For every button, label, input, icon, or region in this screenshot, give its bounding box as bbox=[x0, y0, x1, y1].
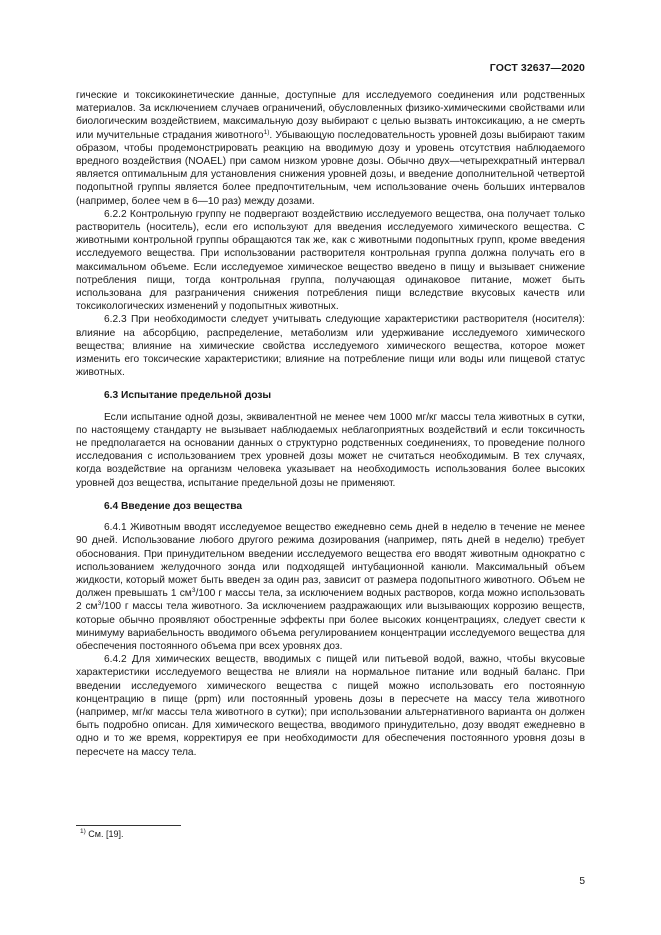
paragraph-6-2-2: 6.2.2 Контрольную группу не подвергают воздействию исследуемого вещества, она получает только растворитель (носитель), если его используют для введения исследуемого химического вещества. С животными контрольной группы обращаются так же, как с животными подопытных групп, кроме введения исследуемого вещества. При использовании растворителя контрольная группа должна получать его в максимальном объеме. Если исследуемое химическое вещество введено в пищу и вызывает снижение потребления пищи, тогда контрольная группа, получающая одинаковое питание, может быть использована для разграничения снижения потребления пищи вследствие вкусовых качеств или токсикологических изменений у подопытных животных. bbox=[76, 208, 585, 313]
paragraph-6-4-1: 6.4.1 Животным вводят исследуемое вещество ежедневно семь дней в неделю в течение не менее 90 дней. Использование любого другого режима дозирования (например, пять дней в неделю) требует обоснования. При принудительном введении исследуемого вещества его вводят животным однократно с использованием желудочного зонда или подходящей интубационной канюли. Максимальный объем жидкости, который может быть введен за один раз, зависит от размера подопытного животного. Объем не должен превышать 1 $см^3/100$ г массы тела, за исключением водных растворов, когда можно использовать 2 $см^3/100$ г массы тела животного. За исключением раздражающих или вызывающих коррозию веществ, которые обычно проявляют обостренные эффекты при более высоких концентрациях, следует свести к минимуму вариабельность вводимого объема регулированием концентрации исследуемого вещества для обеспечения постоянного объема при всех уровнях доз. bbox=[76, 522, 585, 652]
document-code: ГОСТ 32637—2020 bbox=[489, 62, 585, 74]
footnote bbox=[80, 828, 124, 840]
section-heading-6-4: 6.4 Введение доз вещества bbox=[104, 500, 243, 512]
paragraph-6-2-1-continued: гические и токсикокинетические данные, доступные для исследуемого соединения или родственных материалов. За исключением случаев ограничений, обусловленных физико-химическими свойствами или биологическим воздействием, максимальную дозу выбирают с целью вызвать интоксикацию, а не смерть или мучительные страдания животного$^{1)}$. Убывающую последовательность уровней дозы выбирают таким образом, чтобы продемонстрировать реакцию на вводимую дозу и уровень отсутствия наблюдаемого вредного воздействия (NOAEL) при самом низком уровне дозы. Обычно двух—четырехкратный интервал является оптимальным для установления снижения уровней дозы, и введение дополнительной четвертой подопытной группы является более предпочтительным, чем использование очень больших интервалов (например, более чем в 6—10 раз) между дозами. bbox=[76, 90, 585, 207]
footnote-marker: 1) bbox=[80, 828, 86, 835]
footnote-reference[interactable]: 1) bbox=[263, 128, 270, 136]
paragraph-6-4-2: 6.4.2 Для химических веществ, вводимых с пищей или питьевой водой, важно, чтобы вкусовые характеристики исследуемого вещества не влияли на нормальное питание или водный баланс. При введении исследуемого химического вещества с пищей можно использовать его постоянную концентрацию в пище (ppm) или постоянный уровень дозы в пересчете на массу тела животного (например, мг/кг массы тела животного в сутки); при использовании альтернативного варианта он должен быть подробно описан. Для химического вещества, вводимого принудительно, дозу вводят ежедневно в одно и то же время, корректируя ее при необходимости для обеспечения постоянного уровня дозы в пересчете на массу тела. bbox=[76, 654, 585, 758]
paragraph-6-2-3: 6.2.3 При необходимости следует учитывать следующие характеристики растворителя (носителя): влияние на абсорбцию, распределение, метаболизм или удерживание исследуемого химического вещества; влияние на химические свойства исследуемого химического вещества, которое может изменить его токсические характеристики; влияние на потребление пищи или воды или пищевой статус животных. bbox=[76, 314, 585, 379]
footnote-text: См. [19]. bbox=[88, 829, 124, 839]
footnote-divider bbox=[76, 825, 181, 826]
paragraph-6-3: Если испытание одной дозы, эквивалентной не менее чем 1000 мг/кг массы тела животных в сутки, по настоящему стандарту не вызывает наблюдаемых неблагоприятных воздействий и если токсичность не предполагается на основании данных о структурно родственных соединениях, то проведение полного исследования с использованием трех уровней дозы может не считаться необходимым. В тех случаях, когда воздействие на организм человека указывает на необходимость использования более высоких уровней доз вещества, испытание предельной дозы не применяют. bbox=[76, 411, 585, 489]
section-heading-6-3: 6.3 Испытание предельной дозы bbox=[104, 390, 272, 402]
page-number: 5 bbox=[579, 876, 585, 887]
page-body bbox=[76, 89, 585, 759]
